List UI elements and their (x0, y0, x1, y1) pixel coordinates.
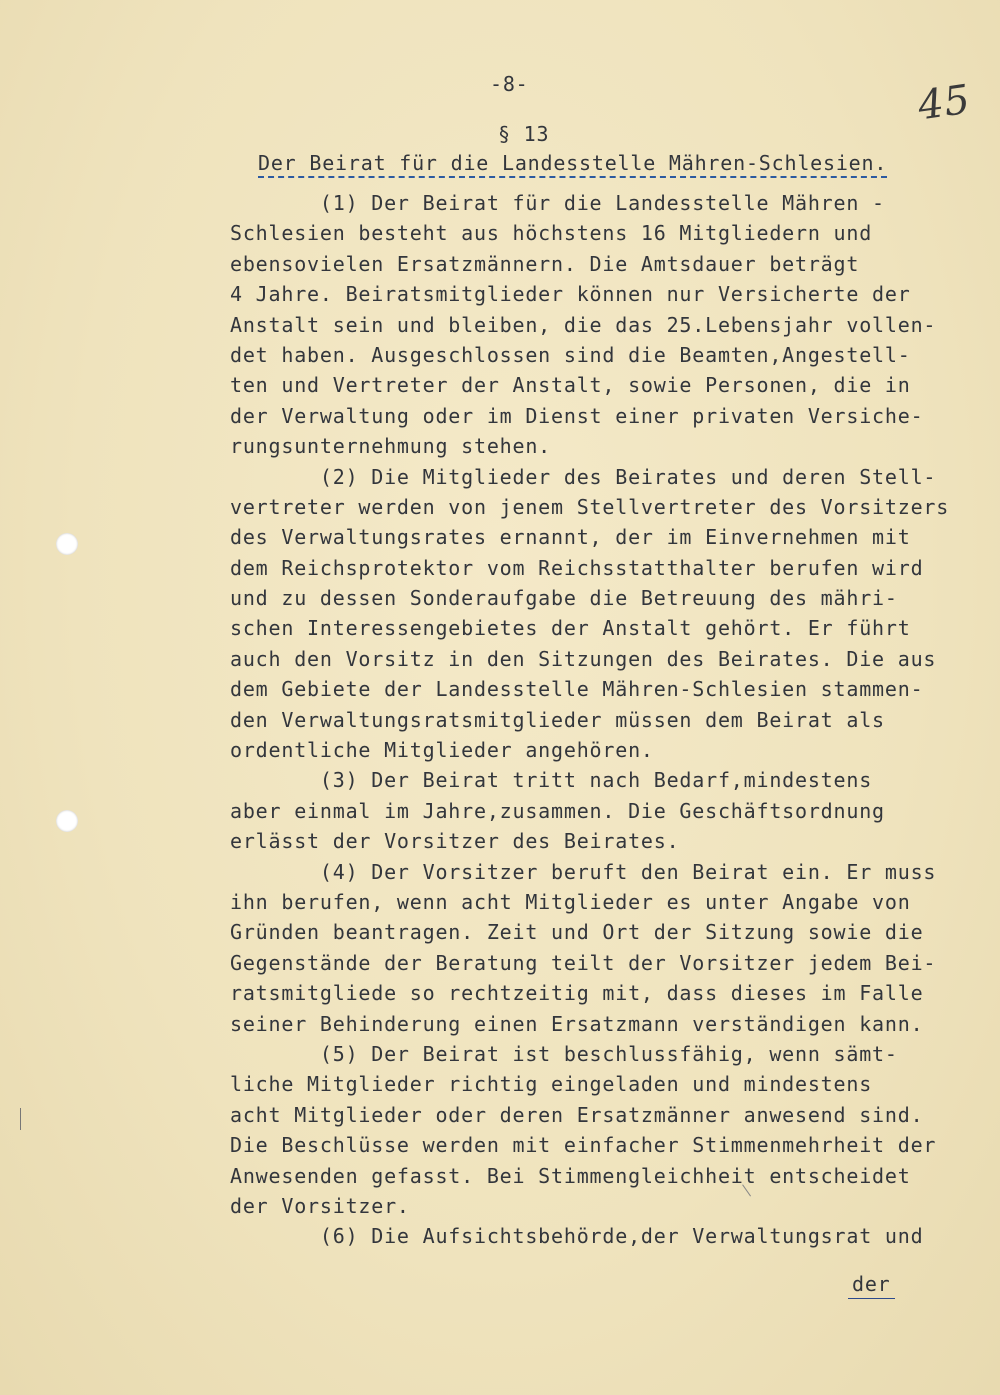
text-line: Gegenstände der Beratung teilt der Vorsitzer jedem Bei- (230, 950, 937, 975)
text-line: (6) Die Aufsichtsbehörde,der Verwaltungsrat und (230, 1224, 924, 1249)
text-line: (2) Die Mitglieder des Beirates und deren Stell- (230, 464, 937, 489)
text-line: rungsunternehmung stehen. (230, 434, 552, 459)
punch-hole-bottom (56, 810, 78, 832)
text-line: ten und Vertreter der Anstalt, sowie Personen, die in (230, 373, 911, 398)
text-line: Anwesenden gefasst. Bei Stimmengleichheit entscheidet (230, 1163, 911, 1188)
text-line: ordentliche Mitglieder angehören. (230, 738, 654, 763)
section-number: § 13 (498, 122, 550, 146)
text-line: (5) Der Beirat ist beschlussfähig, wenn sämt- (230, 1041, 898, 1066)
text-line: (1) Der Beirat für die Landesstelle Mähren - (230, 191, 885, 215)
handwritten-folio-number: 45 (915, 76, 974, 130)
margin-mark (20, 1108, 21, 1130)
text-line: ebensovielen Ersatzmännern. Die Amtsdauer beträgt (230, 251, 860, 276)
text-line: schen Interessengebietes der Anstalt gehört. Er führt (230, 616, 911, 641)
body-text (230, 188, 950, 1252)
text-line: (4) Der Vorsitzer beruft den Beirat ein. Er muss (230, 859, 937, 884)
text-line: ihn berufen, wenn acht Mitglieder es unter Angabe von (230, 889, 911, 914)
text-line: aber einmal im Jahre,zusammen. Die Geschäftsordnung (230, 798, 885, 823)
text-line: auch den Vorsitz in den Sitzungen des Beirates. Die aus (230, 646, 937, 671)
catchword: der (848, 1272, 895, 1299)
text-line: des Verwaltungsrates ernannt, der im Einvernehmen mit (230, 525, 911, 550)
text-line: und zu dessen Sonderaufgabe die Betreuung des mähri- (230, 586, 898, 611)
text-line: Die Beschlüsse werden mit einfacher Stimmenmehrheit der (230, 1133, 937, 1158)
text-line: det haben. Ausgeschlossen sind die Beamten,Angestell- (230, 342, 911, 367)
text-line: ratsmitgliede so rechtzeitig mit, dass dieses im Falle (230, 981, 924, 1006)
page-number: -8- (490, 72, 529, 96)
text-line: Schlesien besteht aus höchstens 16 Mitgliedern und (230, 221, 873, 246)
text-line: dem Gebiete der Landesstelle Mähren-Schlesien stammen- (230, 677, 924, 702)
text-line: erlässt der Vorsitzer des Beirates. (230, 829, 680, 854)
text-line: Gründen beantragen. Zeit und Ort der Sitzung sowie die (230, 920, 924, 945)
section-title: Der Beirat für die Landesstelle Mähren-Schlesien. (258, 151, 888, 175)
text-line: dem Reichsprotektor vom Reichsstatthalter berufen wird (230, 555, 924, 580)
text-line: der Vorsitzer. (230, 1193, 410, 1218)
text-line: seiner Behinderung einen Ersatzmann verständigen kann. (230, 1011, 924, 1036)
text-line: Anstalt sein und bleiben, die das 25.Lebensjahr vollen- (230, 312, 937, 337)
text-line: 4 Jahre. Beiratsmitglieder können nur Versicherte der (230, 282, 911, 307)
text-line: (3) Der Beirat tritt nach Bedarf,mindestens (230, 768, 873, 793)
text-line: der Verwaltung oder im Dienst einer privaten Versiche- (230, 403, 924, 428)
text-line: acht Mitglieder oder deren Ersatzmänner anwesend sind. (230, 1102, 924, 1127)
text-line: liche Mitglieder richtig eingeladen und mindestens (230, 1072, 873, 1097)
punch-hole-top (56, 533, 78, 555)
text-line: den Verwaltungsratsmitglieder müssen dem Beirat als (230, 707, 885, 732)
text-line: vertreter werden von jenem Stellvertreter des Vorsitzers (230, 494, 950, 519)
